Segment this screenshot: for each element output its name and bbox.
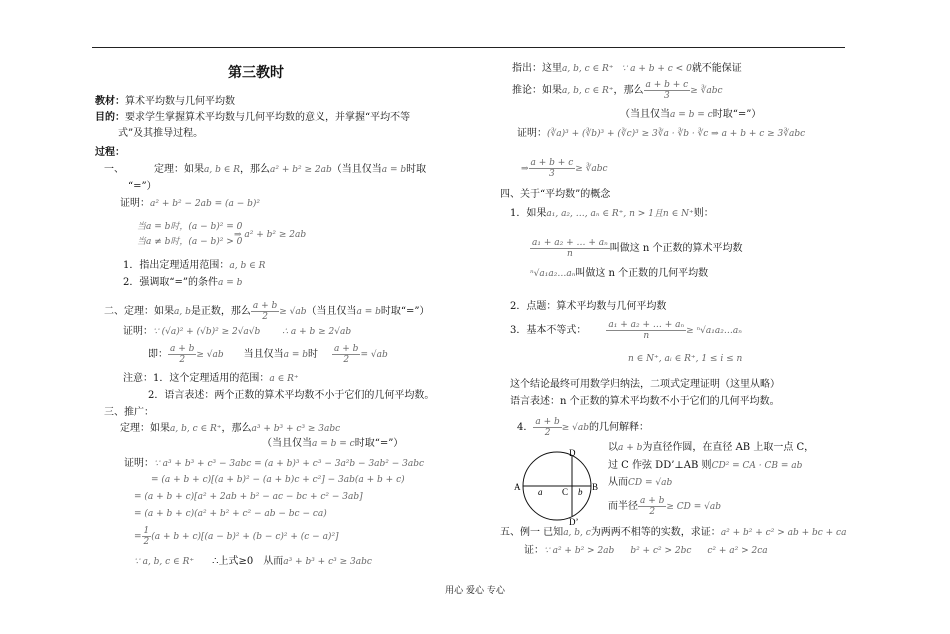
label-a-seg: a bbox=[538, 487, 543, 497]
case-result: ⇒ a² + b² ≥ 2ab bbox=[234, 230, 307, 240]
geo-line-2: 过 C 作弦 DD’⊥AB 则CD² = CA · CB = ab bbox=[608, 460, 803, 471]
section-4-1: 1．如果a₁, a₂, …, aₙ ∈ R⁺, n > 1且n ∈ N⁺则： bbox=[510, 208, 714, 219]
material-line: 教材：算术平均数与几何平均数 bbox=[95, 96, 235, 107]
proof-3-l1: 证明：∵ a³ + b³ + c³ − 3abc = (a + b)³ + c³ − 3a²b − 3ab² − 3abc bbox=[124, 458, 425, 469]
corollary-proof: 证明：(∛a)³ + (∛b)³ + (∛c)³ ≥ 3∛a · ∛b · ∛c ⇒ a + b + c ≥ 3∛abc bbox=[517, 128, 806, 139]
corollary-proof-2: ⇒ $\frac{a + b + c}{3}$ ≥ ∛abc bbox=[521, 158, 608, 179]
label-b-seg: b bbox=[578, 487, 583, 497]
proof-3-l2: = (a + b + c)[(a + b)² − (a + b)c + c²] − 3ab(a + b + c) bbox=[151, 475, 405, 485]
label-d-point: D bbox=[569, 448, 576, 458]
theorem-3-cond: （当且仅当a = b = c时取“=”） bbox=[262, 438, 404, 449]
attention-2: 2．语言表述：两个正数的算术平均数不小于它们的几何平均数。 bbox=[148, 390, 435, 401]
label-c-point: C bbox=[562, 487, 569, 497]
circle-diagram bbox=[512, 446, 602, 526]
theorem-1-eq: “=”） bbox=[128, 181, 157, 192]
geo-line-1: 以a + b为直径作圆，在直径 AB 上取一点 C， bbox=[608, 442, 815, 453]
point-out: 指出：这里a, b, c ∈ R⁺ ∵ a + b + c < 0就不能保证 bbox=[512, 63, 742, 74]
proof-3-l4: = (a + b + c)(a² + b² + c² − ab − bc − ca) bbox=[134, 509, 327, 519]
section-4-heading: 四、关于“平均数”的概念 bbox=[500, 189, 611, 200]
goal-line-2: 式”及其推导过程。 bbox=[118, 128, 204, 139]
case-eq: 当a ≠ b时，(a − b)² > 0 bbox=[137, 237, 243, 247]
corollary: 推论：如果a, b, c ∈ R⁺，那么 $\frac{a + b + c}{3}$ ≥ ∛abc bbox=[512, 80, 723, 101]
proof-3-l6: ∵ a, b, c ∈ R⁺ ∴上式≥0 从而a³ + b³ + c³ ≥ 3abc bbox=[134, 556, 372, 567]
section-4-4: 4． $\frac{a + b}{2}$ ≥ √ab的几何解释： bbox=[517, 417, 650, 438]
induction-note: 这个结论最终可用数学归纳法，二项式定理证明（这里从略） bbox=[510, 379, 780, 390]
attention-1: 注意：1．这个定理适用的范围：a ∈ R⁺ bbox=[123, 373, 299, 384]
label-a-point: A bbox=[514, 482, 521, 492]
process-heading: 过程： bbox=[95, 147, 125, 158]
geo-line-3: 从而CD = √ab bbox=[608, 477, 673, 488]
theorem-2: 二、定理：如果a, b是正数，那么 $\frac{a + b}{2}$ ≥ √ab（当且仅当a = b时取“=”） bbox=[104, 301, 430, 322]
language-note: 语言表述：n 个正数的算术平均数不小于它们的几何平均数。 bbox=[510, 396, 780, 407]
geo-line-4: 而半径 $\frac{a + b}{2}$ ≥ CD = √ab bbox=[608, 496, 722, 517]
geometric-mean: ⁿ√a₁a₂…aₙ叫做这 n 个正数的几何平均数 bbox=[530, 268, 709, 279]
proof-3-l5: = $\frac{1}{2}$ (a + b + c)[(a − b)² + (b − c)² + (c − a)²] bbox=[134, 526, 339, 547]
arithmetic-mean: $\frac{\text{a₁ + a₂ + … + aₙ}}{n}$ 叫做这 n 个正数的算术平均数 bbox=[532, 238, 743, 259]
label-b-point: B bbox=[592, 482, 599, 492]
section-4-2: 2．点题：算术平均数与几何平均数 bbox=[510, 301, 667, 312]
example-1: 五、例一 已知a, b, c为两两不相等的实数，求证：a² + b² + c² > ab + bc + ca bbox=[500, 527, 847, 538]
example-1-proof: 证：∵ a² + b² > 2ab b² + c² > 2bc c² + a² > 2ca bbox=[524, 545, 768, 556]
proof-2-result: 即： $\frac{a + b}{2}$ ≥ √ab 当且仅当a = b时 $\frac{a + b}{2}$ = √ab bbox=[148, 344, 388, 365]
goal-line: 目的：要求学生掌握算术平均数与几何平均数的意义，并掌握“平均不等 bbox=[95, 112, 411, 123]
case-ne: 当a = b时，(a − b)² = 0 bbox=[137, 222, 243, 232]
basic-inequality: 3．基本不等式： $\frac{\text{a₁ + a₂ + … + aₙ}}{n}$ ≥ ⁿ√a₁a₂…aₙ bbox=[510, 320, 742, 341]
page-footer: 用心 爱心 专心 bbox=[445, 586, 505, 596]
header-rule bbox=[92, 47, 845, 48]
page-title: 第三教时 bbox=[228, 65, 284, 81]
note-2: 2．强调取“=”的条件a = b bbox=[123, 277, 243, 288]
note-1: 1．指出定理适用范围：a, b ∈ R bbox=[123, 260, 266, 271]
label-d2-point: D’ bbox=[569, 517, 579, 526]
proof-3-l3: = (a + b + c)[a² + 2ab + b² − ac − bc + c² − 3ab] bbox=[134, 492, 363, 502]
theorem-3: 定理：如果a, b, c ∈ R⁺，那么a³ + b³ + c³ ≥ 3abc bbox=[120, 423, 341, 434]
proof-2: 证明：∵ (√a)² + (√b)² ≥ 2√a√b ∴ a + b ≥ 2√ab bbox=[123, 326, 352, 337]
proof-1: 证明：a² + b² − 2ab = (a − b)² bbox=[120, 198, 261, 209]
corollary-cond: （当且仅当a = b = c时取“=”） bbox=[620, 109, 762, 120]
basic-inequality-cond: n ∈ N⁺, aᵢ ∈ R⁺, 1 ≤ i ≤ n bbox=[628, 354, 743, 364]
theorem-1: 一、 定理：如果a, b ∈ R，那么a² + b² ≥ 2ab（当且仅当a = b时取 bbox=[104, 164, 427, 175]
section-3-heading: 三、推广： bbox=[104, 407, 154, 418]
